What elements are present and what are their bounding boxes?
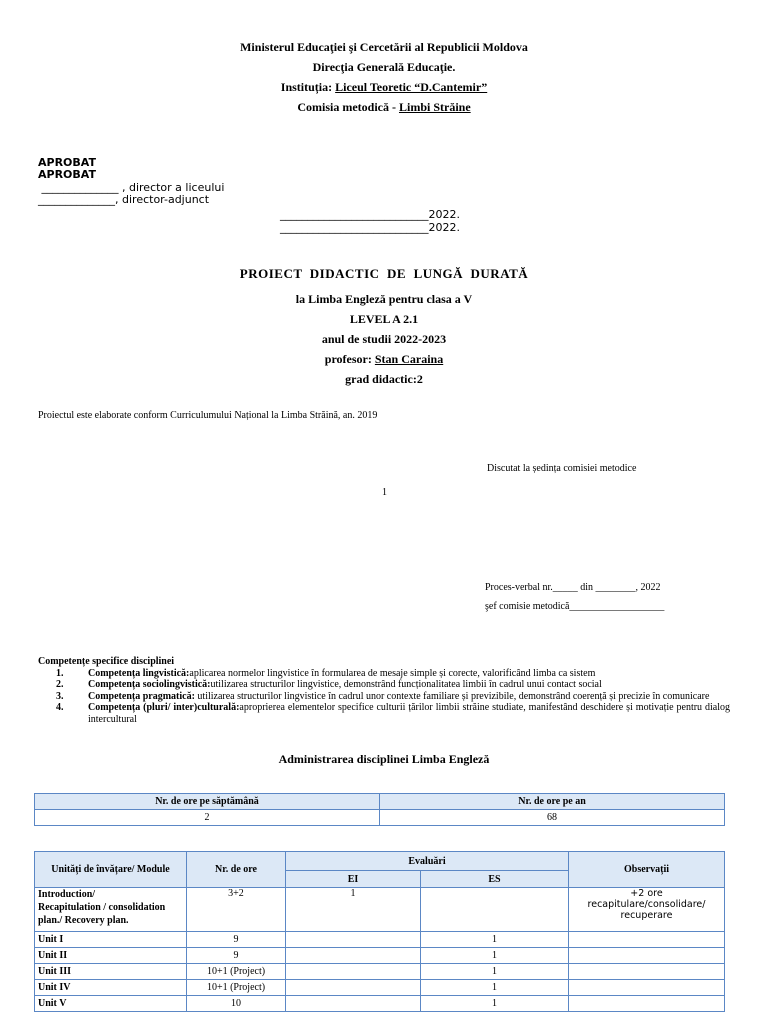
hours-cell: 3+2 [187,888,286,932]
observations-cell [569,980,725,996]
page-number: 1 [382,487,387,498]
table-row [35,996,725,1012]
ei-header: EI [286,871,421,888]
commission-line [0,100,768,114]
ministry-name: Ministerul Educaţiei şi Cercetării al Republicii Moldova [240,40,528,54]
yearly-hours-header: Nr. de ore pe an [380,794,725,810]
competence-text: utilizarea structurilor lingvistice, demonstrând funcționalitatea limbii în cadrul unui contact social [210,679,602,690]
ei-cell [286,948,421,964]
observations-cell [569,964,725,980]
directorate-name: Direcţia Generală Educaţie. [312,60,456,74]
competence-item [38,679,730,691]
competence-label: Competența pragmatică: [88,690,195,702]
units-header: Unități de învățare/ Module [35,852,187,888]
observations-cell [569,932,725,948]
deputy-director-signature-line: ______________, director-adjunct [38,193,210,206]
competence-number: 3. [56,690,64,702]
es-cell [421,888,569,932]
unit-name: Unit I [35,932,187,948]
table-row [35,888,725,932]
observations-cell [569,996,725,1012]
ei-cell [286,932,421,948]
hours-cell: 9 [187,948,286,964]
observations-cell: +2 ore recapitulare/consolidare/ recuperare [569,888,725,932]
competence-text: aplicarea normelor lingvistice în formularea de mesaje simple și corecte, valorificând limba ca sistem [189,667,596,679]
unit-name: Unit III [35,964,187,980]
commission-head-line: şef comisie metodică___________________ [485,601,665,612]
project-subject: la Limba Engleză pentru clasa a V [295,292,473,306]
weekly-hours-value: 2 [35,810,380,826]
table-row [35,980,725,996]
project-level: LEVEL A 2.1 [349,312,419,326]
observations-cell [569,948,725,964]
unit-cell [35,888,187,932]
teacher-name: Stan Caraina [374,352,444,366]
unit-subtitle: Recapitulation / consolidation plan./ Recovery plan. [38,902,166,926]
competence-text: aproprierea elementelor specifice culturii țărilor limbii străine studiate, manifestând deschidere și motivație pentru dialog intercultural [88,702,730,725]
hours-cell: 9 [187,932,286,948]
institution-line [0,80,768,94]
es-header: ES [421,871,569,888]
competence-label: Competența (pluri/ inter)culturală: [88,702,240,713]
hours-cell: 10+1 (Project) [187,980,286,996]
competence-item [38,668,730,680]
unit-name: Introduction/ [38,889,96,900]
competence-label: Competența sociolingvistică: [88,679,211,690]
evaluations-header: Evaluări [286,852,569,871]
competence-number: 4. [56,702,64,713]
institution-name: Liceul Teoretic “D.Cantemir” [335,80,488,94]
es-cell: 1 [421,964,569,980]
ei-cell [286,980,421,996]
project-teacher [0,352,768,366]
project-grade: grad didactic:2 [345,372,423,386]
competence-item [38,691,730,703]
es-cell: 1 [421,996,569,1012]
commission-label: Comisia metodică - [297,100,399,114]
unit-name: Unit V [35,996,187,1012]
ei-cell [286,996,421,1012]
hours-cell: 10 [187,996,286,1012]
unit-name: Unit II [35,948,187,964]
es-cell: 1 [421,980,569,996]
minutes-line: Proces-verbal nr._____ din ________, 2022 [485,582,661,593]
approval-date-2: ___________________________2022. [280,221,460,234]
competence-label: Competența lingvistică: [88,667,190,679]
hours-table [34,793,725,826]
admin-title: Administrarea disciplinei Limba Engleză [278,752,490,766]
approval-date-1: ___________________________2022. [280,208,460,221]
table-row [35,948,725,964]
observations-header: Observații [569,852,725,888]
curriculum-note: Proiectul este elaborate conform Curriculumului Național la Limba Străină, an. 2019 [38,410,378,421]
es-cell: 1 [421,932,569,948]
approved-label-2: APROBAT [38,168,96,181]
competence-number: 2. [56,679,64,690]
es-cell: 1 [421,948,569,964]
project-title: PROIECT DIDACTIC DE LUNGĂ DURATĂ [239,266,529,281]
unit-name: Unit IV [35,980,187,996]
hours-header: Nr. de ore [187,852,286,888]
ei-cell: 1 [286,888,421,932]
teacher-label: profesor: [324,352,375,366]
units-table [34,851,725,1012]
director-signature-line: ______________ , director a liceului [38,181,225,194]
project-year: anul de studii 2022-2023 [321,332,447,346]
approved-label-1: APROBAT [38,156,96,169]
discussed-note: Discutat la ședința comisiei metodice [487,463,637,474]
hours-cell: 10+1 (Project) [187,964,286,980]
ei-cell [286,964,421,980]
table-row [35,964,725,980]
competences-heading: Competențe specifice disciplinei [38,656,175,667]
commission-name: Limbi Străine [398,100,471,114]
competences-section [38,656,730,725]
competence-item [38,702,730,725]
competence-number: 1. [56,667,64,679]
yearly-hours-value: 68 [380,810,725,826]
weekly-hours-header: Nr. de ore pe săptămână [35,794,380,810]
competence-text: utilizarea structurilor lingvistice în cadrul unor contexte familiare și previzibile, demonstrând coerență și precizie în comunicare [194,690,710,702]
institution-label: Instituția: [280,80,336,94]
table-row [35,932,725,948]
